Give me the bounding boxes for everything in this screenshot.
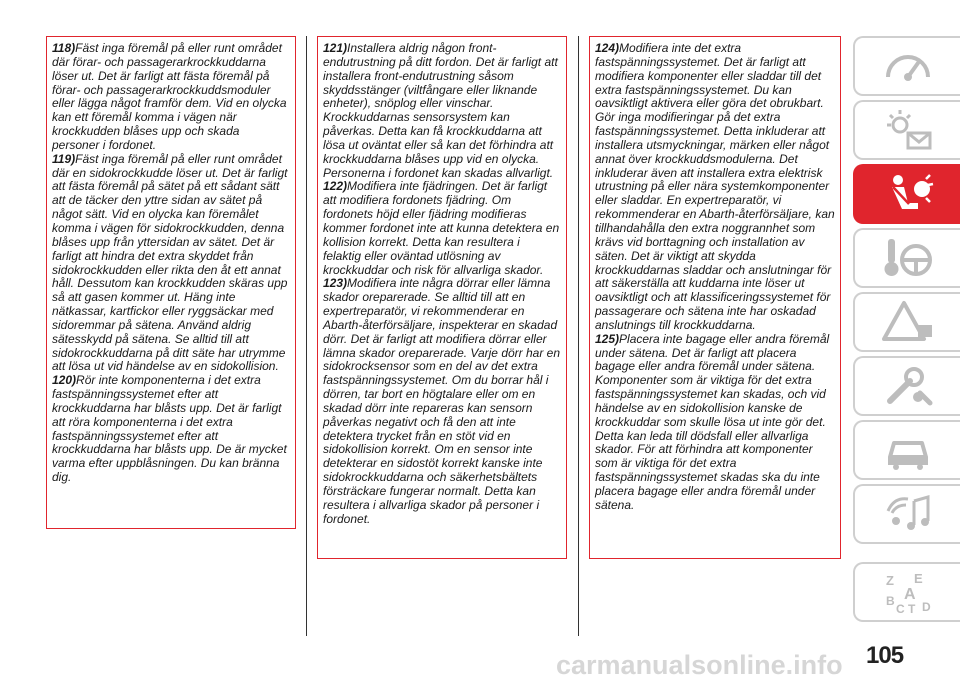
tab-warning-lights[interactable] [853, 100, 960, 160]
note-118: 118)Fäst inga föremål på eller runt området där förar- och passagerarkrockkuddarna löser ut. Det är farligt att fästa föremål på förar- och passagerarkrockkuddsmoduler eller lägga något framför dem. Vid en olycka kan ett föremål komma i vägen när krockkudden blåses upp och skada personer i fordonet. [52, 41, 287, 152]
svg-text:C: C [895, 602, 905, 615]
emergency-triangle-icon [882, 299, 934, 345]
tab-multimedia[interactable] [853, 484, 960, 544]
svg-text:D: D [921, 600, 931, 614]
note-121: 121)Installera aldrig någon front-endutrustning på ditt fordon. Det är farligt att installera front-endutrustning såsom skyddsstänger (viltfångare eller liknande enheter), snöplog eller vinschar. Krockkuddarnas sensorsystem kan påverkas. Detta kan få krockkuddarna att lösa ut oväntat eller så kan det förhindra att krockkuddarna blåses upp vid en olycka. Personerna i fordonet kan skadas allvarligt. [323, 41, 558, 180]
note-124: 124)Modifiera inte det extra fastspänningssystemet. Det är farligt att modifiera komponenter eller sladdar till det extra fastspänningssystemet. Du kan oavsiktligt aktivera eller göra det obrukbart. Gör inga modifieringar på det extra fastspänningssystemet. Detta inkluderar att installera utsmyckningar, märken eller något annat över krockkuddsmodulerna. Det inkluderar även att installera extra elektrisk utrustning på eller nära systemkomponenter eller sladdar. En expertreparatör, vi rekommenderar en Abarth-återförsäljare, kan tillhandahålla den extra noggrannhet som krävs vid borttagning och installation av säten. Det är viktigt att skydda krockkuddarnas sladdar och anslutningar för att säkerställa att kuddarna inte löser ut oavsiktligt och att klassificeringssystemet för passagerare och sätena inte har oskadad anslutnings till krockkuddarna. [595, 41, 835, 332]
svg-text:T: T [907, 602, 915, 615]
note-125: 125)Placera inte bagage eller andra föremål under sätena. Det är farligt att placera bagage eller andra föremål under sätena. Komponenter som är viktiga för det extra fastspänningssystemet kan skadas, och vid händelse av en sidokollision kanske de krockkuddar som skulle lösa ut inte gör det. Detta kan leda till dödsfall eller allvarliga skador. För att förhindra att komponenter som är viktiga för det extra fastspänningssystemet skadas ska du inte placera bagage eller andra föremål under sätena. [595, 331, 830, 512]
index-letters-icon [882, 569, 934, 615]
key-steering-wheel-icon [882, 235, 934, 281]
svg-text:B: B [885, 594, 895, 608]
column-divider [578, 36, 579, 636]
svg-text:E: E [913, 571, 923, 586]
watermark: carmanualsonline.info [556, 650, 843, 678]
page-number: 105 [866, 642, 904, 669]
car-front-icon [882, 427, 934, 473]
note-119: 119)Fäst inga föremål på eller runt området där en sidokrockkudde löser ut. Det är farligt att fästa föremål på sätet på ett sådant sätt att de täcker den yttre sidan av sätet på något sätt. Vid en olycka kan föremålet komma i vägen för sidokrockkudden, denna blåses upp från yttersidan av sätet. Det är farligt att hindra det extra skyddet från sidokrockkudden eller rikta den åt ett annat håll. Dessutom kan krockkudden skäras upp så att gasen kommer ut. Häng inte nätkassar, kartfickor eller ryggsäckar med sidoremmar på sätena. Använd aldrig sätesskydd på sätena. Se alltid till att sidokrockkuddarna på ditt säte har utrymme att lösa ut vid händelse av en sidokollision. [52, 151, 288, 374]
dashboard-icon [882, 43, 934, 89]
tab-maintenance[interactable] [853, 356, 960, 416]
note-122: 122)Modifiera inte fjädringen. Det är farligt att modifiera fordonets fjädring. Om fordonets höjd eller fjädring modifieras kommer fordonet inte att kunna detektera en kollision korrekt. Detta kan resultera i felaktig eller oväntad utlösning av krockkuddar och risk för allvarliga skador. [323, 179, 560, 277]
warning-lights-icon [882, 107, 934, 153]
tab-dashboard[interactable] [853, 36, 960, 96]
multimedia-icon [882, 491, 934, 537]
maintenance-icon [882, 363, 934, 409]
tab-index[interactable] [853, 562, 960, 622]
note-123: 123)Modifiera inte några dörrar eller lämna skador oreparerade. Se alltid till att en expertreparatör, vi rekommenderar en Abarth-återförsäljare, inspekterar en skadad dörr. Det är farligt att modifiera dörrar eller lämna skador oreparerade. Varje dörr har en sidokrocksensor som en del av det extra fastspänningssystemet. Om du borrar hål i dörren, tar bort en högtalare eller om en skadad dörr inte repareras kan sensorn påverkas negativt och få den att inte detektera trycket från en stöt vid en sidokollision korrekt. Om en sensor inte detekterar en sidostöt korrekt kanske inte sidokrockkuddarna och säkerhetsbältets försträckare fungerar normalt. Detta kan resultera i allvarliga skador på personer i fordonet. [323, 276, 561, 526]
warning-box-3 [589, 36, 841, 559]
tab-safety[interactable] [853, 164, 960, 224]
tab-emergency[interactable] [853, 292, 960, 352]
svg-text:Z: Z [885, 573, 894, 588]
airbag-seatbelt-icon [882, 171, 934, 217]
note-120: 120)Rör inte komponenterna i det extra fastspänningssystemet efter att krockkuddarna har blåsts upp. Det är farligt att röra komponenterna i det extra fastspänningssystemet efter att krockkuddarna har blåsts upp. De är mycket varma efter uppblåsningen. Du kan bränna dig. [52, 373, 287, 485]
warning-box-2 [317, 36, 567, 559]
tab-technical-data[interactable] [853, 420, 960, 480]
column-divider [306, 36, 307, 636]
tab-starting-driving[interactable] [853, 228, 960, 288]
warning-box-1 [46, 36, 296, 529]
svg-text:A: A [903, 586, 916, 603]
